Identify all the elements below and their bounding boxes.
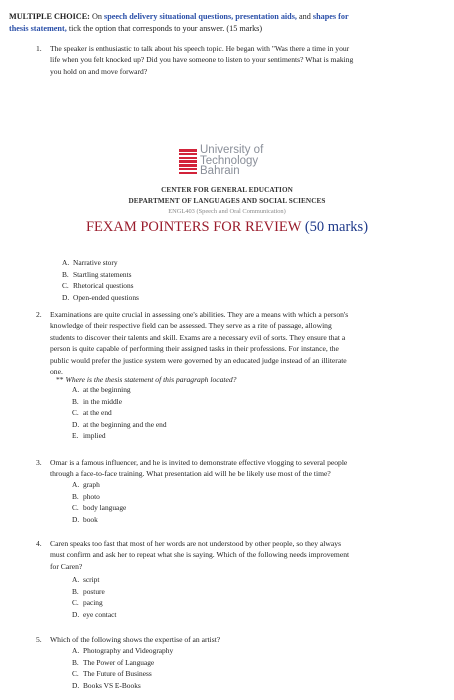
question-3-options xyxy=(72,479,126,525)
instructions-tail: tick the option that corresponds to your answer. (15 marks) xyxy=(66,24,263,33)
question-line: life when you felt knocked up? Did you have someone to listen to your sentiments? What is making xyxy=(50,55,354,65)
option-b[interactable]: B. The Power of Language xyxy=(72,657,155,667)
option-a[interactable]: A. graph xyxy=(72,480,100,489)
question-line: Examinations are quite crucial in assessing one's abilities. They are a means with which a person's xyxy=(50,310,349,319)
question-number: 5. xyxy=(36,635,42,644)
question-number: 2. xyxy=(36,310,42,319)
option-b[interactable]: B. photo xyxy=(72,491,100,501)
department-heading: DEPARTMENT OF LANGUAGES AND SOCIAL SCIENCES xyxy=(128,197,326,205)
question-line: knowledge of their respective field can be assessed. They serve as a rite of passage, allowing xyxy=(50,321,332,331)
option-a[interactable]: A. script xyxy=(72,575,100,584)
question-line: students to discover their talents and skill. Exams are a necessary evil of sorts. They ensure that a xyxy=(50,332,346,342)
question-line: one. xyxy=(50,367,63,377)
question-line: person is quite capable of performing their assigned tasks in their professions. For instance, the xyxy=(50,344,339,354)
instructions-label: MULTIPLE CHOICE: xyxy=(9,12,90,21)
instructions-topic-2b: thesis statement, xyxy=(9,24,67,33)
option-c[interactable]: C. body language xyxy=(72,503,127,513)
option-c[interactable]: C. pacing xyxy=(72,598,103,608)
prompt-mark: ** xyxy=(56,375,66,384)
option-a[interactable]: A. Photography and Videography xyxy=(72,646,174,655)
question-line: Which of the following shows the expertise of an artist? xyxy=(50,635,221,644)
option-c[interactable]: C. at the end xyxy=(72,408,112,418)
option-d[interactable]: D. book xyxy=(72,514,98,524)
question-line: Omar is a famous influencer, and he is invited to demonstrate effective vlogging to several people xyxy=(50,458,348,467)
question-1-options xyxy=(62,257,139,303)
logo-line: Bahrain xyxy=(200,165,240,177)
question-line: must confirm and ask her to repeat what she is saying. Which of the following needs improvement xyxy=(50,550,350,560)
course-heading: ENGL403 (Speech and Oral Communication) xyxy=(168,208,286,215)
question-text xyxy=(50,309,348,377)
option-b[interactable]: B. Startling statements xyxy=(62,269,132,279)
instructions-mid: and xyxy=(296,12,313,21)
page-title xyxy=(0,219,454,236)
option-d[interactable]: D. Open-ended questions xyxy=(62,292,139,302)
prompt-text: Where is the thesis statement of this paragraph located? xyxy=(65,375,237,384)
option-b[interactable]: B. posture xyxy=(72,586,105,596)
question-text xyxy=(50,43,353,77)
instructions-topic-1: speech delivery situational questions, presentation aids, xyxy=(104,12,297,21)
title-marks: (50 marks) xyxy=(304,219,369,235)
instructions-pre: On xyxy=(89,12,105,21)
option-c[interactable]: C. The Future of Business xyxy=(72,669,152,679)
option-e[interactable]: E. implied xyxy=(72,431,106,441)
question-2-options xyxy=(72,384,167,442)
question-line: The speaker is enthusiastic to talk about his speech topic. He began with "Was there a time in your xyxy=(50,44,350,53)
option-a[interactable]: A. at the beginning xyxy=(72,385,131,394)
option-d[interactable]: D. at the beginning and the end xyxy=(72,419,167,429)
instructions-topic-2a: shapes for xyxy=(312,12,349,21)
option-b[interactable]: B. in the middle xyxy=(72,396,122,406)
question-line: Caren speaks too fast that most of her words are not understood by other people, so they always xyxy=(50,539,342,548)
question-5-options xyxy=(72,645,173,691)
question-number: 4. xyxy=(36,539,42,548)
option-d[interactable]: D. eye contact xyxy=(72,609,117,619)
university-logo-text xyxy=(200,145,263,177)
logo-line: University of xyxy=(200,144,264,156)
question-line: you hold on and move forward? xyxy=(50,66,148,76)
question-4-options xyxy=(72,574,116,620)
option-a[interactable]: A. Narrative story xyxy=(62,258,118,267)
question-number: 3. xyxy=(36,458,42,467)
question-text xyxy=(50,538,349,572)
question-line: through a face-to-face training. What presentation aid will he be likely use most of the time? xyxy=(50,469,331,479)
option-d[interactable]: D. Books VS E-Books xyxy=(72,680,141,690)
question-1 xyxy=(36,43,446,79)
question-text xyxy=(50,634,220,645)
question-text xyxy=(50,457,347,480)
title-main: FEXAM POINTERS FOR REVIEW xyxy=(85,219,302,235)
question-2 xyxy=(36,309,446,379)
question-line: for Caren? xyxy=(50,561,83,571)
question-4 xyxy=(36,538,446,574)
question-number: 1. xyxy=(36,44,42,53)
center-heading: CENTER FOR GENERAL EDUCATION xyxy=(161,186,293,194)
option-c[interactable]: C. Rhetorical questions xyxy=(62,281,134,291)
question-line: public would prefer the justice system were governed by an educated judge instead of an illiterate xyxy=(50,355,347,365)
instructions xyxy=(9,11,439,35)
university-logo-icon xyxy=(179,149,197,176)
logo-line: Technology xyxy=(200,154,259,167)
